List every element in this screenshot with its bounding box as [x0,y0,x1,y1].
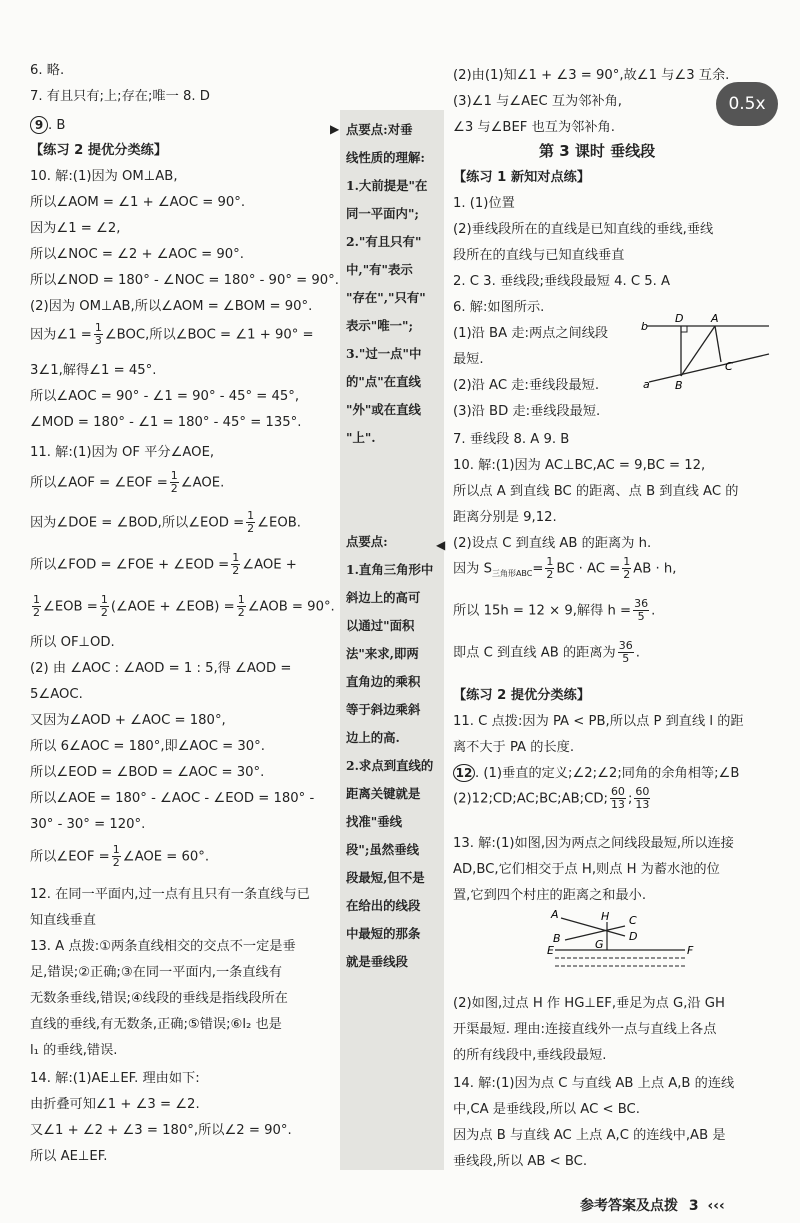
label-B: B [553,932,561,945]
answer-9 [30,116,65,134]
line: 10. 解:(1)因为 AC⊥BC,AC = 9,BC = 12, [453,458,706,473]
tip-line: 中,"有"表示 [346,262,413,277]
tip-line: 在给出的线段 [346,898,421,913]
tip-line: 2.求点到直线的 [346,758,434,773]
answer-text: . B [48,118,66,133]
line: 5∠AOC. [30,687,83,702]
label-A: A [711,312,719,325]
tip-line: "存在","只有" [346,290,426,305]
line: 所以点 A 到直线 BC 的距离、点 B 到直线 AC 的 [453,484,739,499]
text: 因为∠1 = [30,327,92,343]
line: (2)因为 OM⊥AB,所以∠AOM = ∠BOM = 90°. [30,299,313,314]
label-b: b [641,320,648,333]
line: 无数条垂线,错误;④线段的垂线是指线段所在 [30,991,288,1006]
tip-line: 就是垂线段 [346,954,408,969]
tip-line: 1.大前提是"在 [346,178,428,193]
label-a: a [643,378,650,390]
line: 的所有线段中,垂线段最短. [453,1048,607,1063]
line: 所以∠AOF = ∠EOF = $\frac{1}{2}$ ∠AOE. [30,469,225,496]
fraction: $\frac{1}{3}$ [94,321,102,348]
answer-14: 14. 解:(1)因为点 C 与直线 AB 上点 A,B 的连线 [453,1076,735,1091]
tip-line: 的"点"在直线 [346,374,421,389]
area-formula: 因为 $S_{三角形ABC}=$ $\frac{1}{2}$ BC · AC = $\frac{1}{2}$ AB · h, [453,555,677,582]
line: 离不大于 PA 的长度. [453,740,575,755]
line: AD,BC,它们相交于点 H,则点 H 为蓄水池的位 [453,862,720,877]
section-heading: 【练习 1 新知对点练】 [453,170,591,185]
tips-column [330,110,446,1170]
line: 中,CA 是垂线段,所以 AC < BC. [453,1102,640,1117]
line: 知直线垂直 [30,913,96,928]
line: 6. 解:如图所示. [453,300,545,315]
label-F: F [687,944,694,957]
label-B: B [675,379,683,390]
tip-line: 等于斜边乘斜 [346,702,421,717]
answer-13: 13. A 点拨:①两条直线相交的交点不一定是垂 [30,939,296,954]
line: (3)∠1 与∠AEC 互为邻补角, [453,94,622,109]
fraction: $\frac{1}{2}$ [247,509,255,536]
tip-line: 边上的高. [346,730,400,745]
line: 7. 垂线段 8. A 9. B [453,432,570,447]
tip-line: 点要点: [346,534,388,549]
tip-line: 点要点:对垂 [346,122,413,137]
label-A: A [551,910,559,921]
line: 即点 C 到直线 AB 的距离为 $\frac{36}{5}$ . [453,639,640,666]
lesson-title: 第 3 课时 垂线段 [539,142,656,160]
fraction: $\frac{36}{5}$ [618,639,633,666]
line: (2)12;CD;AC;BC;AB;CD; $\frac{60}{13}$ ; $\frac{60}{13}$ [453,785,650,812]
arrow-left-icon: ◀ [436,538,446,552]
line: (2)设点 C 到直线 AB 的距离为 h. [453,536,652,551]
page-number: 3 [688,1198,699,1214]
answer-12: 12. 在同一平面内,过一点有且只有一条直线与已 [30,887,310,902]
line: ∠MOD = 180° - ∠1 = 180° - 45° = 135°. [30,415,302,430]
tip-line: 表示"唯一"; [346,318,414,333]
line: 由折叠可知∠1 + ∠3 = ∠2. [30,1097,200,1112]
fraction: $\frac{36}{5}$ [634,597,649,624]
line: 开渠最短. 理由:连接直线外一点与直线上各点 [453,1022,717,1037]
arrow-icon: ▶ [330,122,340,136]
tip-line: "外"或在直线 [346,402,421,417]
line: 10. 解:(1)因为 OM⊥AB, [30,169,178,184]
line: 所以 AE⊥EF. [30,1149,108,1164]
fraction: $\frac{1}{2}$ [623,555,631,582]
line: 最短. [453,352,484,367]
line: 所以∠EOD = ∠BOD = ∠AOC = 30°. [30,765,265,780]
tip-line: 同一平面内"; [346,206,419,221]
tip-line: 2."有且只有" [346,234,422,249]
circled-number: 12 [453,764,475,782]
line: (2)由(1)知∠1 + ∠3 = 90°,故∠1 与∠3 互余. [453,68,730,83]
fraction: $\frac{1}{2}$ [100,593,108,620]
tip-line: 斜边上的高可 [346,590,421,605]
answer-12: 12 . (1)垂直的定义;∠2;∠2;同角的余角相等;∠B [453,762,739,782]
line: 30° - 30° = 120°. [30,817,146,832]
line: 垂线段,所以 AB < BC. [453,1154,588,1169]
perpendicular-diagram-1 [639,310,775,390]
label-H: H [601,910,610,923]
line: 段所在的直线与已知直线垂直 [453,248,625,263]
line: 又∠1 + ∠2 + ∠3 = 180°,所以∠2 = 90°. [30,1123,292,1138]
label-C: C [629,914,637,927]
reservoir-diagram [545,910,695,980]
line: 足,错误;②正确;③在同一平面内,一条直线有 [30,965,282,980]
line: 所以 OF⊥OD. [30,635,115,650]
line: 所以∠AOC = 90° - ∠1 = 90° - 45° = 45°, [30,389,300,404]
tip-line: 法"来求,即两 [346,646,419,661]
tip-line: 中最短的那条 [346,926,421,941]
line: 所以 15h = 12 × 9,解得 h = $\frac{36}{5}$ . [453,597,656,624]
line: 置,它到四个村庄的距离之和最小. [453,888,647,903]
line: l₁ 的垂线,错误. [30,1043,118,1058]
line: 所以∠FOD = ∠FOE + ∠EOD = $\frac{1}{2}$ ∠AOE + [30,551,297,578]
line: (1)沿 BA 走:两点之间线段 [453,326,609,341]
tip-line: 以通过"面积 [346,618,415,633]
line: 2. C 3. 垂线段;垂线段最短 4. C 5. A [453,274,671,289]
line: (2)沿 AC 走:垂线段最短. [453,378,600,393]
footer-title: 参考答案及点拨 [580,1198,678,1214]
line: 所以 6∠AOC = 180°,即∠AOC = 30°. [30,739,265,754]
tip-line: "上". [346,430,376,445]
section-heading: 【练习 2 提优分类练】 [453,688,591,703]
answer-13: 13. 解:(1)如图,因为两点之间线段最短,所以连接 [453,836,734,851]
label-D: D [629,930,638,943]
line: 所以∠NOD = 180° - ∠NOC = 180° - 90° = 90°. [30,273,339,288]
line: 因为∠1 = ∠2, [30,221,121,236]
line [30,322,314,347]
line: (2)垂线段所在的直线是已知直线的垂线,垂线 [453,222,714,237]
tip-line: 1.直角三角形中 [346,562,434,577]
line: (3)沿 BD 走:垂线段最短. [453,404,601,419]
answer-11: 11. C 点拨:因为 PA < PB,所以点 P 到直线 l 的距 [453,714,744,729]
label-E: E [547,944,554,957]
line: (2)如图,过点 H 作 HG⊥EF,垂足为点 G,沿 GH [453,996,725,1011]
answer-6: 6. 略. [30,63,65,78]
tip-line: 3."过一点"中 [346,346,422,361]
line: ∠3 与∠BEF 也互为邻补角. [453,120,615,135]
label-G: G [595,938,604,951]
line: 所以∠NOC = ∠2 + ∠AOC = 90°. [30,247,244,262]
line: 所以∠AOM = ∠1 + ∠AOC = 90°. [30,195,246,210]
fraction: $\frac{1}{2}$ [232,551,240,578]
line: 又因为∠AOD + ∠AOC = 180°, [30,713,226,728]
fraction: $\frac{1}{2}$ [112,843,120,870]
fraction: $\frac{60}{13}$ [610,785,625,812]
label-C: C [725,360,733,373]
tip-line: 找准"垂线 [346,814,403,829]
answer-7-8: 7. 有且只有;上;存在;唯一 8. D [30,89,210,104]
line: 因为点 B 与直线 AC 上点 A,C 的连线中,AB 是 [453,1128,726,1143]
line: 因为∠DOE = ∠BOD,所以∠EOD = $\frac{1}{2}$ ∠EOB. [30,509,301,536]
tip-line: 直角边的乘积 [346,674,421,689]
section-heading: 【练习 2 提优分类练】 [30,143,168,158]
label-D: D [675,312,684,325]
tip-line: 线性质的理解: [346,150,425,165]
line: 11. 解:(1)因为 OF 平分∠AOE, [30,445,215,460]
fraction: $\frac{1}{2}$ [170,469,178,496]
line: 距离分别是 9,12. [453,510,557,525]
line: 所以∠EOF = $\frac{1}{2}$ ∠AOE = 60°. [30,843,210,870]
line: 所以∠AOE = 180° - ∠AOC - ∠EOD = 180° - [30,791,315,806]
text: ∠BOC,所以∠BOC = ∠1 + 90° = [104,327,314,343]
line: 直线的垂线,有无数条,正确;⑤错误;⑥l₂ 也是 [30,1017,282,1032]
playback-speed-badge[interactable]: 0.5x [716,82,778,126]
tip-line: 段最短,但不是 [346,870,425,885]
line: (2) 由 ∠AOC : ∠AOD = 1 : 5,得 ∠AOD = [30,661,292,676]
chevron-left-icon: ‹‹‹ [707,1198,725,1214]
fraction: $\frac{1}{2}$ [546,555,554,582]
circled-number: 9 [30,116,48,134]
fraction: $\frac{60}{13}$ [635,785,650,812]
tip-line: 段";虽然垂线 [346,842,419,857]
line: 3∠1,解得∠1 = 45°. [30,363,157,378]
answer-14: 14. 解:(1)AE⊥EF. 理由如下: [30,1071,200,1086]
fraction: $\frac{1}{2}$ [33,593,40,620]
page-footer [580,1195,725,1215]
tip-line: 距离关键就是 [346,786,421,801]
line: $\frac{1}{2}$ ∠EOB = $\frac{1}{2}$ (∠AOE + ∠EOB) = $\frac{1}{2}$ ∠AOB = 90°. [33,593,335,620]
fraction: $\frac{1}{2}$ [237,593,245,620]
line: 1. (1)位置 [453,196,515,211]
